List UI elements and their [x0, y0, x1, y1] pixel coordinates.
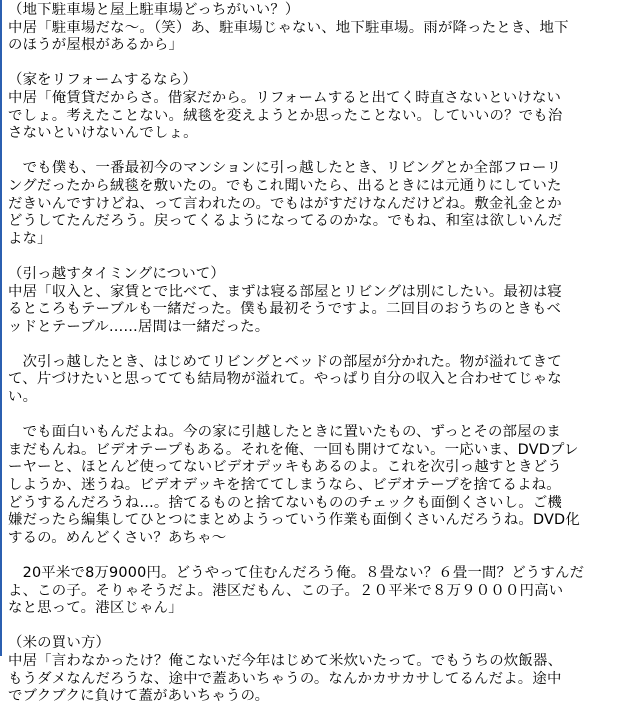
section-rice: [8, 635, 620, 705]
paragraph-gap: [8, 336, 620, 354]
paragraph-video-deck: [8, 424, 620, 547]
section-heading: （家をリフォームするなら）: [8, 72, 197, 89]
section-reform: [8, 72, 620, 142]
text-line: まだもんね。ビデオテープもある。それを俺、一回も開けてない。一応いま、DVDプレ: [8, 441, 579, 458]
text-line: もうダメなんだろうな、途中で蓋あいちゃうの。なんかカサカサしてるんだよ。途中: [8, 670, 562, 687]
text-line: なと思って。港区じゃん」: [8, 600, 183, 617]
paragraph-gap: [8, 618, 620, 636]
text-line: でしょ。考えたことない。絨毯を変えようとか思ったことない。していいの？でも治: [8, 107, 563, 124]
text-line: ングだったから絨毯を敷いたの。でもこれ聞いたら、出るときには元通りにしていた: [8, 177, 562, 194]
text-line: よ、この子。そりゃそうだよ。港区だもん、この子。２０平米で８万９０００円高い: [8, 582, 564, 599]
text-line: 中居「言わなかったけ？俺こないだ今年はじめて米炊いたって。でもうちの炊飯器、: [8, 652, 563, 669]
section-parking: [8, 2, 620, 55]
text-line: のほうが屋根があるから」: [8, 37, 184, 54]
text-line: よな」: [8, 230, 52, 247]
text-line: どうしてたんだろう。戻ってくるようになってるのかな。でもね、和室は欲しいんだ: [8, 213, 563, 230]
section-heading: （引っ越すタイミングについて）: [8, 265, 225, 282]
text-line: 嫌だったら編集してひとつにまとめようっていう作業も面倒くさいんだろうね。DVD化: [8, 512, 580, 529]
section-moving-timing: [8, 266, 620, 336]
text-line: るところもテーブルも一緒だった。僕も最初そうですよ。二回目のおうちのときもベ: [8, 301, 562, 318]
paragraph-gap: [8, 143, 620, 161]
text-line: て、片づけたいと思ってても結局物が溢れて。やっぱり自分の収入と合わせてじゃな: [8, 371, 562, 388]
section-heading: （地下駐車場と屋上駐車場どっちがいい？）: [8, 2, 300, 18]
text-line: 中居「俺賃貸だからさ。借家だから。リフォームすると出てく時直さないといけない: [8, 89, 562, 106]
paragraph-gap: [8, 248, 620, 266]
section-heading: （米の買い方）: [8, 635, 111, 652]
text-line: するの。めんどくさい？あちゃ～: [8, 529, 227, 546]
text-line: でも面白いもんだよね。今の家に引越したときに置いたもの、ずっとその部屋のま: [8, 424, 562, 441]
text-line: ーヤーと、ほとんど使ってないビデオデッキもあるのよ。これを次引っ越すときどう: [8, 459, 562, 476]
text-line: さないといけないんでしょ。: [8, 125, 198, 142]
text-line: 中居「収入と、家賃とで比べて、まずは寝る部屋とリビングは別にしたい。最初は寝: [8, 283, 562, 300]
paragraph-gap: [8, 407, 620, 425]
text-line: 中居「駐車場だな～。（笑）あ、駐車場じゃない、地下駐車場。雨が降ったとき、地下: [8, 19, 569, 36]
article-text: [8, 2, 620, 706]
paragraph-next-move: [8, 354, 620, 407]
text-line: い。: [8, 389, 38, 406]
paragraph-flooring: [8, 160, 620, 248]
text-line: 次引っ越したとき、はじめてリビングとベッドの部屋が分かれた。物が溢れてきて: [8, 353, 562, 370]
text-line: しようか、迷うね。ビデオデッキを捨ててしまうなら、ビデオテープを捨てるよね。: [8, 477, 561, 494]
paragraph-rent: [8, 565, 620, 618]
text-line: でも僕も、一番最初今のマンションに引っ越したとき、リビングとか全部フローリ: [8, 160, 562, 177]
text-line: ッドとテーブル……居間は一緒だった。: [8, 318, 270, 335]
paragraph-gap: [8, 55, 620, 73]
text-line: 20平米で8万9000円。どうやって住むんだろう俺。８畳ない？６畳一間？どうすんだ: [8, 565, 585, 581]
text-line: どうするんだろうね…。捨てるものと捨てないもののチェックも面倒くさいし。ご機: [8, 494, 563, 511]
paragraph-gap: [8, 547, 620, 565]
text-line: だきいんですけどね、って言われたの。でもはがすだけなんだけどね。敷金礼金とか: [8, 195, 562, 212]
text-line: でブクブクに負けて蓋があいちゃうの。: [8, 688, 270, 705]
